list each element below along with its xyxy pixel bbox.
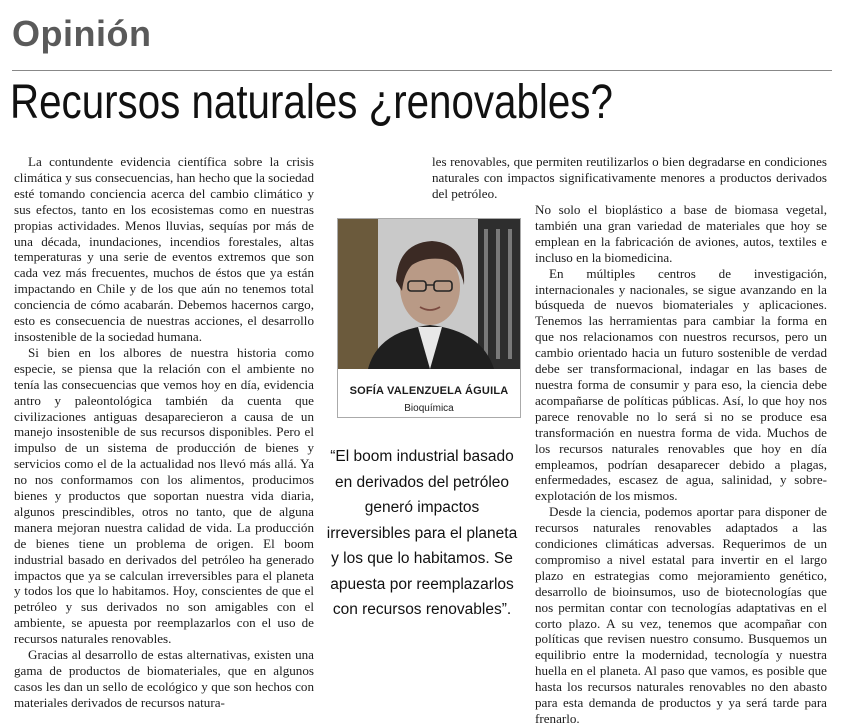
- article-column-1: [14, 154, 314, 710]
- headline: Recursos naturales ¿renovables?: [10, 76, 613, 129]
- author-photo-box: [337, 218, 521, 418]
- paragraph: Desde la ciencia, podemos aportar para disponer de recursos naturales renovables adaptados a las condiciones climáticas adversas. Requerimos de un compromiso a nivel estatal para invertir en el largo plazo en estrategias como mejoramiento genético, desarrollo de bioinsumos, uso de biotecnologías que nos permitan contar con tecnologías adaptativas en el corto plazo. A su vez, tenemos que acompañar con políticas que revisen nuestro consumo. Busquemos un equilibrio entre la modernidad, tecnología y nuestra huella en el planeta. Al paso que vamos, es posible que hasta los recursos naturales renovables no den abasto para esta demanda de productos y ya será tarde para frenarlo.: [535, 504, 827, 726]
- author-role: Bioquímica: [404, 403, 454, 414]
- pull-quote: “El boom industrial basado en derivados del petróleo generó impactos irreversibles para el planeta y los que lo habitamos. Se apuesta por reemplazarlos con recursos renovables”.: [326, 448, 518, 618]
- paragraph: En múltiples centros de investigación, internacionales y nacionales, se sigue avanzando en la búsqueda de nuevos biomateriales y aplicaciones. Tenemos las herramientas para cambiar la forma en que nos relacionamos con nuestros recursos, pero un cambio orientado hacia un futuro sostenible de verdad debe ser transformacional, indagar en las bases de nuestra forma de consumir y para eso, la ciencia debe acompañarse de políticas públicas. Así, lo que hoy nos parece renovable no lo será si no se produce esa transformación en nuestra forma de vida. Muchos de los recursos naturales renovables que hoy en día empleamos, podrían desaparecer debido a plagas, enfermedades, escasez de agua, salinidad, y sobre-explotación de los mismos.: [535, 265, 827, 504]
- author-name: SOFÍA VALENZUELA ÁGUILA: [349, 385, 509, 397]
- paragraph: Si bien en los albores de nuestra historia como especie, se piensa que la relación con el ambiente no tenía las consecuencias que vemos hoy en día, evidencia antro y paleontológica también da cuenta que civilizaciones antiguas desaparecieron a causa de un manejo insostenible de sus recursos disponibles. Pero el impulso de un sistema de producción de bienes y servicios como el de la actualidad nos llevó más allá. Ya no nos conformamos con los alimentos, producimos bienes y productos que soportan nuestra vida diaria, algunos prescindibles, otros no tanto, que de alguna manera mejoran nuestra calidad de vida. La producción de bienes tiene un problema de origen. El boom industrial basado en derivados del petróleo ha generado impactos que ya se calculan irreversibles para el planeta y todos los que lo habitamos. Hoy, conscientes de que el petróleo y sus derivados no son amigables con el ambiente, se apuesta por reemplazarlos con el uso de recursos naturales renovables.: [14, 344, 314, 647]
- paragraph: les renovables, que permiten reutilizarlos o bien degradarse en condiciones naturales con impactos significativamente menores a productos derivados del petróleo.: [432, 154, 827, 201]
- section-title: Opinión: [12, 13, 152, 54]
- paragraph: Gracias al desarrollo de estas alternativas, existen una gama de productos de biomateriales, que en algunos casos les dan un sello de ecológico y que son hechos con materiales derivados de recursos natura-: [14, 647, 314, 710]
- paragraph: No solo el bioplástico a base de biomasa vegetal, también una gran variedad de materiales que hoy se emplean en la fabricación de aviones, autos, textiles e incluso en la biomedicina.: [535, 202, 827, 265]
- article-column-2-top: [432, 154, 827, 202]
- author-photo: [338, 219, 520, 369]
- article-column-3: [535, 202, 827, 726]
- section-divider: [12, 70, 832, 71]
- paragraph: La contundente evidencia científica sobre la crisis climática y sus consecuencias, han hecho que la sociedad esté tomando conciencia acerca del cambio climático y sus efectos, tanto en los ecosistemas como en nuestras propias actividades. Menos lluvias, sequías por más de una década, inundaciones, incendios forestales, altas temperaturas y una serie de eventos extremos que son cada vez más frecuentes, muchos de éstos que ya están impactando en Chile y de los que aún no tenemos total conciencia de cómo acabarán. Debemos hacernos cargo, esto es consecuencia de nuestras acciones, el desarrollo insostenible de la sociedad humana.: [14, 154, 314, 344]
- author-portrait-illustration: [338, 219, 520, 369]
